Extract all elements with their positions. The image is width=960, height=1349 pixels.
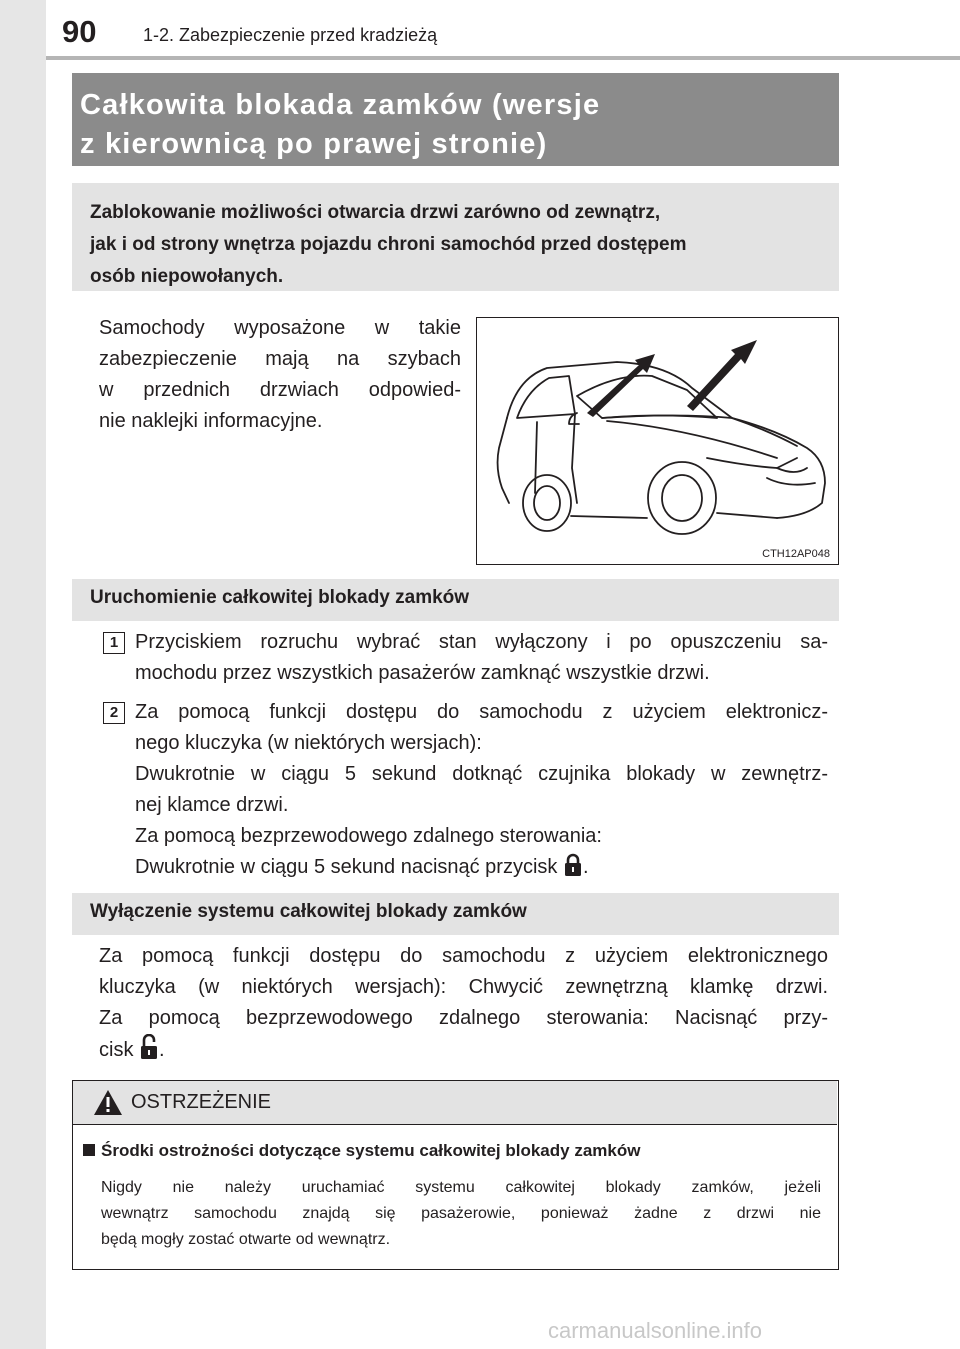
- warning-triangle-icon: [93, 1089, 123, 1116]
- step-number-1: 1: [103, 632, 125, 654]
- section-heading-activate: Uruchomienie całkowitej blokady zamków: [72, 579, 839, 621]
- page-title-line: z kierownicą po prawej stronie): [80, 128, 548, 160]
- paragraph-line: Za pomocą bezprzewodowego zdalnego sterowania: Nacisnąć przy-: [99, 1007, 828, 1029]
- paragraph-line: [99, 1034, 828, 1070]
- warning-line: będą mogły zostać otwarte od wewnątrz.: [101, 1231, 391, 1248]
- intro-line: jak i od strony wnętrza pojazdu chroni samochód przed dostępem: [90, 234, 687, 255]
- step-line: nej klamce drzwi.: [135, 794, 289, 816]
- page-title-line: Całkowita blokada zamków (wersje: [80, 89, 601, 121]
- warning-line: wewnątrz samochodu znajdą się pasażerowie, ponieważ żadne z drzwi nie: [101, 1205, 821, 1222]
- chapter-title: 1-2. Zabezpieczenie przed kradzieżą: [143, 25, 438, 45]
- watermark: carmanualsonline.info: [548, 1318, 763, 1343]
- section-heading-deactivate: Wyłączenie systemu całkowitej blokady zamków: [72, 893, 839, 935]
- step-1-text: [135, 627, 828, 689]
- warning-subtitle-text: Środki ostrożności dotyczące systemu całkowitej blokady zamków: [101, 1141, 641, 1160]
- step-2-text: [135, 697, 828, 887]
- paragraph-line-end: .: [159, 1039, 165, 1061]
- paragraph-line: Samochody wyposażone w takie: [99, 317, 461, 339]
- warning-box: [72, 1080, 839, 1270]
- intro-line: Zablokowanie możliwości otwarcia drzwi zarówno od zewnątrz,: [90, 202, 661, 223]
- step-line-end: .: [582, 856, 589, 878]
- square-bullet-icon: [83, 1144, 95, 1156]
- warning-line: Nigdy nie należy uruchamiać systemu całkowitej blokady zamków, jeżeli: [101, 1179, 821, 1196]
- step-line: [135, 852, 828, 887]
- page-number: 90: [62, 14, 97, 49]
- step-line: Dwukrotnie w ciągu 5 sekund dotknąć czujnika blokady w zewnętrz-: [135, 763, 828, 785]
- paragraph-line: zabezpieczenie mają na szybach: [99, 348, 461, 370]
- paragraph-line: w przednich drzwiach odpowied-: [99, 379, 461, 401]
- paragraph-line-text: cisk: [99, 1039, 134, 1061]
- lock-icon: [563, 853, 583, 887]
- step-line: Przyciskiem rozruchu wybrać stan wyłączony i po opuszczeniu sa-: [135, 631, 828, 653]
- warning-body: [101, 1175, 821, 1253]
- warning-title: OSTRZEŻENIE: [131, 1091, 272, 1113]
- header-divider: [46, 56, 960, 60]
- deactivate-text: [99, 941, 828, 1070]
- step-line: nego kluczyka (w niektórych wersjach):: [135, 732, 482, 754]
- figure-code: CTH12AP048: [762, 548, 830, 560]
- intro-line: osób niepowołanych.: [90, 266, 284, 287]
- paragraph-line: nie naklejki informacyjne.: [99, 410, 323, 432]
- warning-header: [73, 1081, 837, 1125]
- step-number-2: 2: [103, 702, 125, 724]
- intro-box: [72, 183, 839, 291]
- car-illustration-icon: [477, 318, 837, 563]
- page-title: [72, 73, 839, 166]
- paragraph-line: Za pomocą funkcji dostępu do samochodu z użyciem elektronicznego: [99, 945, 828, 967]
- paragraph-line: kluczyka (w niektórych wersjach): Chwycić zewnętrzną klamkę drzwi.: [99, 976, 828, 998]
- car-figure: [476, 317, 839, 565]
- warning-subtitle: [83, 1141, 640, 1161]
- unlock-icon: [139, 1034, 159, 1070]
- step-line: Za pomocą bezprzewodowego zdalnego sterowania:: [135, 825, 602, 847]
- step-line: mochodu przez wszystkich pasażerów zamknąć wszystkie drzwi.: [135, 662, 710, 684]
- paragraph-stickers: [99, 313, 461, 437]
- step-line-text: Dwukrotnie w ciągu 5 sekund nacisnąć przycisk: [135, 856, 558, 878]
- step-line: Za pomocą funkcji dostępu do samochodu z użyciem elektronicz-: [135, 701, 828, 723]
